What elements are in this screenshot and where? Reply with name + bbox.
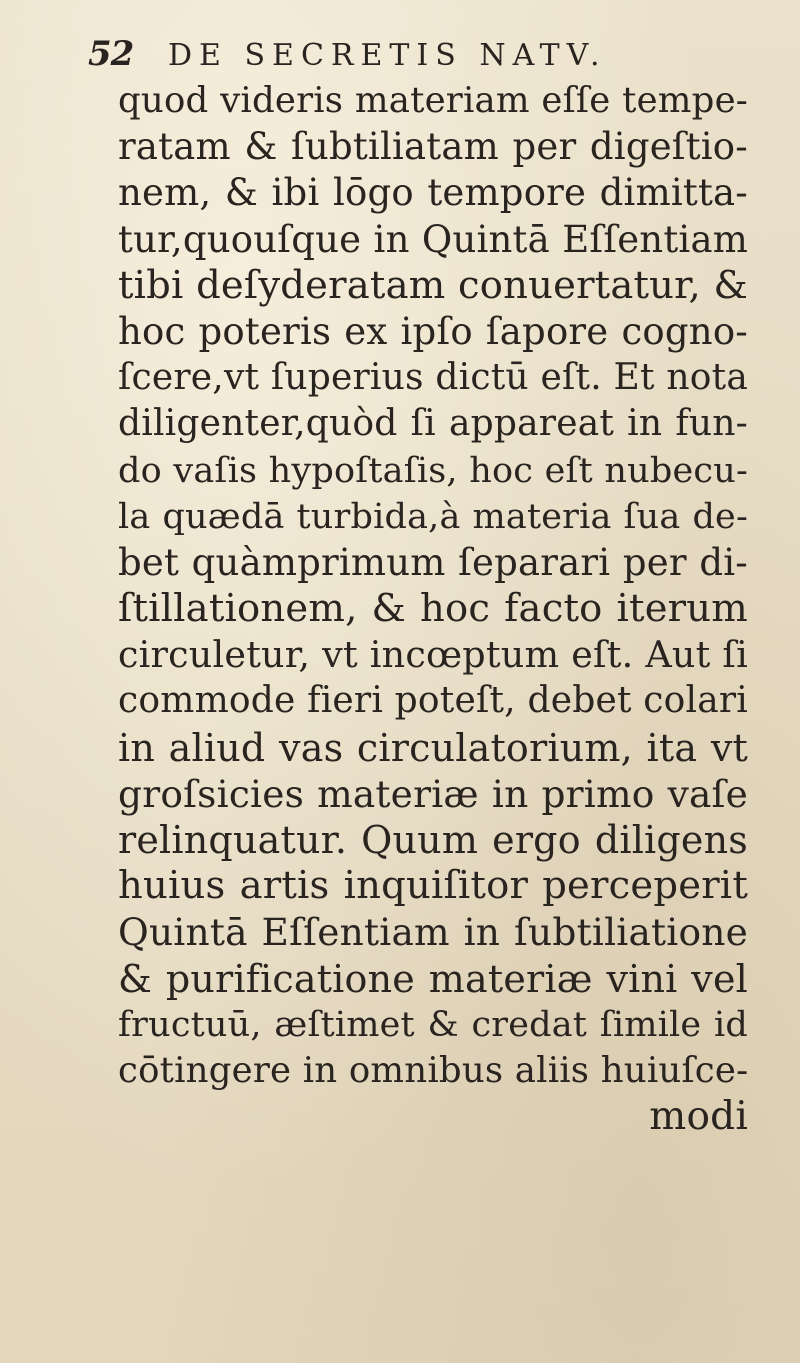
text-line: circuletur, vt incœptum eſt. Aut ſi [118,633,748,677]
text-line: ratam & ſubtiliatam per digeſtio- [118,125,748,169]
text-line: cōtingere in omnibus aliis huiuſce- [118,1049,749,1091]
text-line: quod videris materiam eſſe tempe- [118,80,748,121]
text-line: tur,quouſque in Quintā Eſſentiam [118,217,748,261]
text-line: fructuū, æſtimet & credat ſimile id [118,1004,748,1045]
text-line: tibi deſyderatam conuertatur, & [118,262,748,308]
catchword: modi [649,1094,748,1140]
body-text [118,78,748,1140]
text-line: diligenter,quòd ſi appareat in fun- [118,403,748,445]
text-line: la quædā turbida,à materia ſua de- [118,496,748,537]
text-line: in aliud vas circulatorium, ita vt [118,725,748,770]
text-line: huius artis inquiſitor perceperit [118,863,748,909]
text-line: relinquatur. Quum ergo diligens [118,818,748,862]
text-line: ſcere,vt ſuperius dictū eſt. Et nota [118,357,748,399]
text-line: & purificatione materiæ vini vel [118,956,748,1001]
text-line: commode fieri poteſt, debet colari [118,680,748,722]
text-line: nem, & ibi lōgo tempore dimitta- [118,171,748,215]
page-number: 52 [88,34,134,74]
text-line: Quintā Eſſentiam in ſubtiliatione [118,910,748,955]
text-line: groſsicies materiæ in primo vaſe [118,771,748,816]
page-header [88,34,607,84]
running-head: DE SECRETIS NATV. [168,38,607,73]
text-line: bet quàmprimum ſeparari per di- [118,540,748,584]
text-line: hoc poteris ex ipſo ſapore cogno- [118,309,748,353]
text-line: ſtillationem, & hoc facto iterum [118,586,748,632]
text-line: do vaſis hypoſtaſis, hoc eſt nubecu- [118,450,748,491]
